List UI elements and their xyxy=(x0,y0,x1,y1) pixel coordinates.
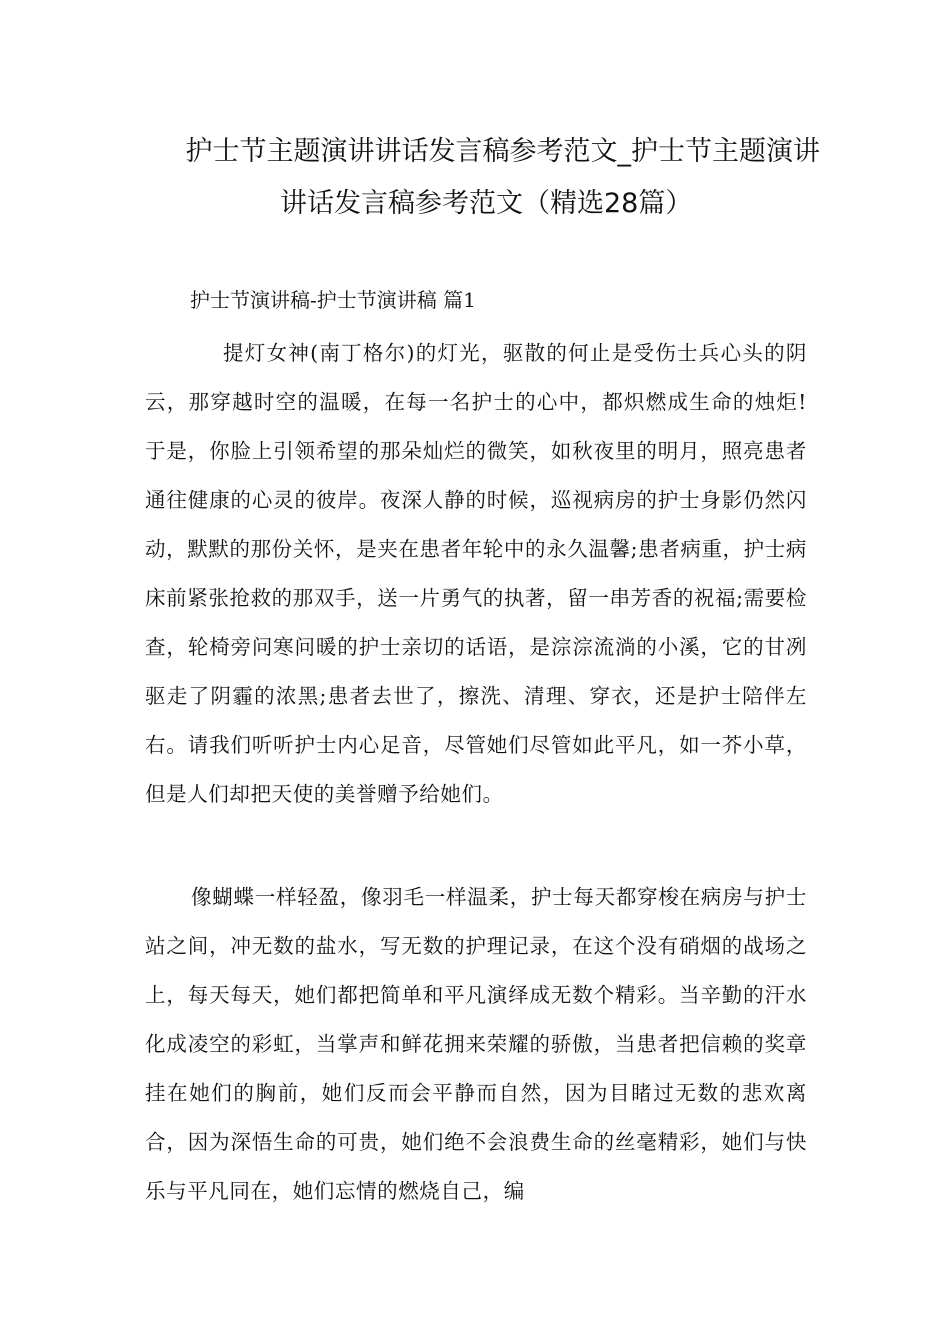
body-paragraph-2: 像蝴蝶一样轻盈，像羽毛一样温柔，护士每天都穿梭在病房与护士站之间，冲无数的盐水，写无数的护理记录，在这个没有硝烟的战场之上，每天每天，她们都把简单和平凡演绎成无数个精彩。当辛勤的汗水化成凌空的彩虹，当掌声和鲜花拥来荣耀的骄傲，当患者把信赖的奖章挂在她们的胸前，她们反而会平静而自然，因为目睹过无数的悲欢离合，因为深悟生命的可贵，她们绝不会浪费生命的丝毫精彩，她们与快乐与平凡同在，她们忘情的燃烧自己，编 xyxy=(145,885,807,1203)
section-heading: 护士节演讲稿-护士节演讲稿 篇1 xyxy=(190,288,476,312)
body-paragraph-1: 提灯女神(南丁格尔)的灯光，驱散的何止是受伤士兵心头的阴云，那穿越时空的温暖，在每一名护士的心中，都炽燃成生命的烛炬!于是，你脸上引领希望的那朵灿烂的微笑，如秋夜里的明月，照亮患者通往健康的心灵的彼岸。夜深人静的时候，巡视病房的护士身影仍然闪动，默默的那份关怀，是夹在患者年轮中的永久温馨;患者病重，护士病床前紧张抢救的那双手，送一片勇气的执著，留一串芳香的祝福;需要检查，轮椅旁问寒问暖的护士亲切的话语，是淙淙流淌的小溪，它的甘冽驱走了阴霾的浓黑;患者去世了，擦洗、清理、穿衣，还是护士陪伴左右。请我们听听护士内心足音，尽管她们尽管如此平凡，如一芥小草，但是人们却把天使的美誉赠予给她们。 xyxy=(145,341,807,806)
document-title xyxy=(130,126,830,230)
document-title-line-1: 护士节主题演讲讲话发言稿参考范文_护士节主题演讲 xyxy=(185,136,820,167)
document-title-line-2: 讲话发言稿参考范文（精选28篇） xyxy=(280,188,693,219)
